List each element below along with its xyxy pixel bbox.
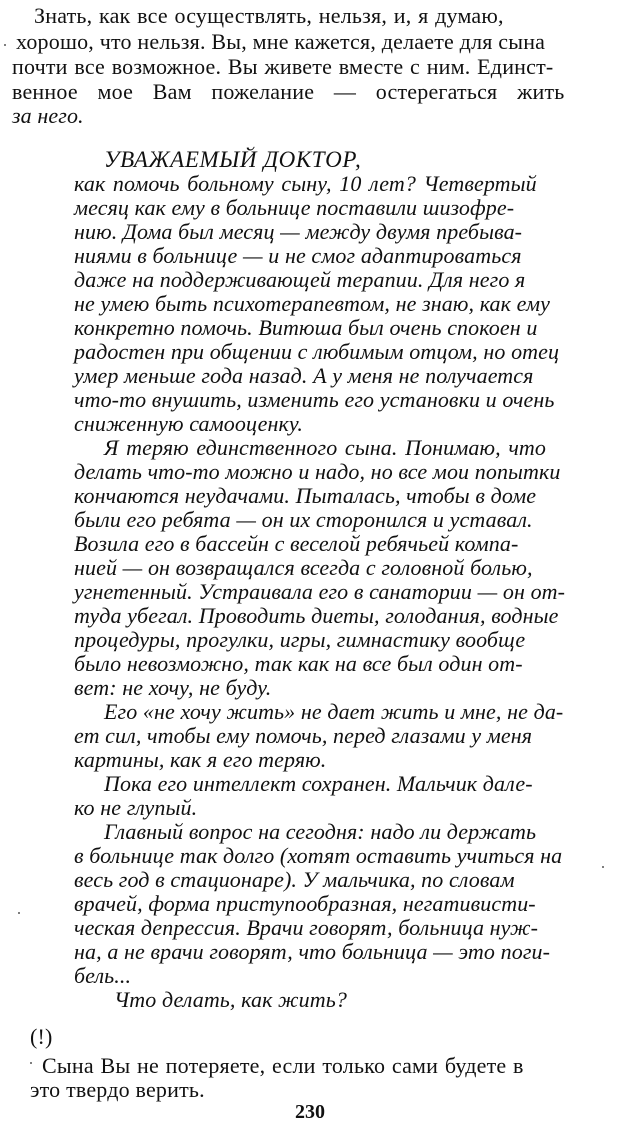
letter-line: что-то внушить, изменить его установки и очень	[74, 387, 555, 412]
letter-line: Я теряю единственного сына. Понимаю, что	[104, 435, 547, 460]
letter-line: бель...	[74, 963, 132, 988]
letter-line: конкретно помочь. Витюша был очень спокоен и	[74, 315, 538, 340]
page-number: 230	[295, 1101, 325, 1123]
letter-line: умер меньше года назад. А у меня не получается	[74, 363, 534, 388]
intro-line: за него.	[12, 103, 84, 128]
letter-line: Возила его в бассейн с веселой ребячьей компа-	[74, 531, 519, 556]
intro-line: венное мое Вам пожелание — остерегаться жить	[12, 79, 565, 104]
letter-line: ет сил, чтобы ему помочь, перед глазами у меня	[74, 723, 533, 748]
letter-line: радостен при общении с любимым отцом, но отец	[74, 339, 560, 364]
letter-line: Что делать, как жить?	[114, 987, 347, 1012]
letter-line: картины, как я его теряю.	[74, 747, 327, 772]
letter-line: было невозможно, так как на все был один от-	[74, 651, 523, 676]
letter-line: месяц как ему в больнице поставили шизофре-	[74, 195, 515, 220]
scan-speck	[30, 1062, 32, 1064]
letter-line: как помочь больному сыну, 10 лет? Четвертый	[74, 171, 537, 196]
letter-line: в больнице так долго (хотят оставить учиться на	[74, 843, 563, 868]
letter-line: не умею быть психотерапевтом, не знаю, как ему	[74, 291, 550, 316]
letter-heading: УВАЖАЕМЫЙ ДОКТОР,	[104, 147, 362, 172]
letter-line: угнетенный. Устраивала его в санатории — он от-	[74, 579, 566, 604]
letter-line: нией — он возвращался всегда с головной болью,	[74, 555, 533, 580]
letter-line: кончаются неудачами. Пыталась, чтобы в доме	[74, 483, 537, 508]
scan-speck	[18, 912, 20, 914]
letter-line: ческая депрессия. Врачи говорят, больница нуж-	[74, 915, 538, 940]
letter-line: врачей, форма приступообразная, негативисти-	[74, 891, 536, 916]
intro-line: почти все возможное. Вы живете вместе с ним. Единст-	[12, 54, 554, 79]
letter-line: ниями в больнице — и не смог адаптироваться	[74, 243, 522, 268]
letter-line: Главный вопрос на сегодня: надо ли держать	[104, 819, 537, 844]
letter-line: на, а не врачи говорят, что больница — это поги-	[74, 939, 551, 964]
scan-speck	[4, 44, 6, 46]
letter-line: сниженную самооценку.	[74, 411, 303, 436]
letter-line: делать что-то можно и надо, но все мои попытки	[74, 459, 561, 484]
letter-line: Его «не хочу жить» не дает жить и мне, не да-	[104, 699, 564, 724]
letter-line: процедуры, прогулки, игры, гимнастику вообще	[74, 627, 526, 652]
intro-line: Знать, как все осуществлять, нельзя, и, я думаю,	[34, 3, 504, 28]
letter-line: нию. Дома был месяц — между двумя пребыва-	[74, 219, 523, 244]
reply-marker: (!)	[30, 1024, 53, 1049]
letter-line: ко не глупый.	[74, 795, 198, 820]
letter-line: Пока его интеллект сохранен. Мальчик дале-	[104, 771, 533, 796]
reply-line: Сына Вы не потеряете, если только сами будете в	[42, 1053, 524, 1078]
reply-line: это твердо верить.	[30, 1077, 205, 1102]
letter-line: были его ребята — он их сторонился и уставал.	[74, 507, 533, 532]
letter-line: туда убегал. Проводить диеты, голодания, водные	[74, 603, 559, 628]
scan-speck	[602, 866, 604, 868]
intro-line: хорошо, что нельзя. Вы, мне кажется, делаете для сына	[16, 29, 546, 54]
letter-line: вет: не хочу, не буду.	[74, 675, 272, 700]
letter-line: даже на поддерживающей терапии. Для него я	[74, 267, 526, 292]
letter-line: весь год в стационаре). У мальчика, по словам	[74, 867, 515, 892]
